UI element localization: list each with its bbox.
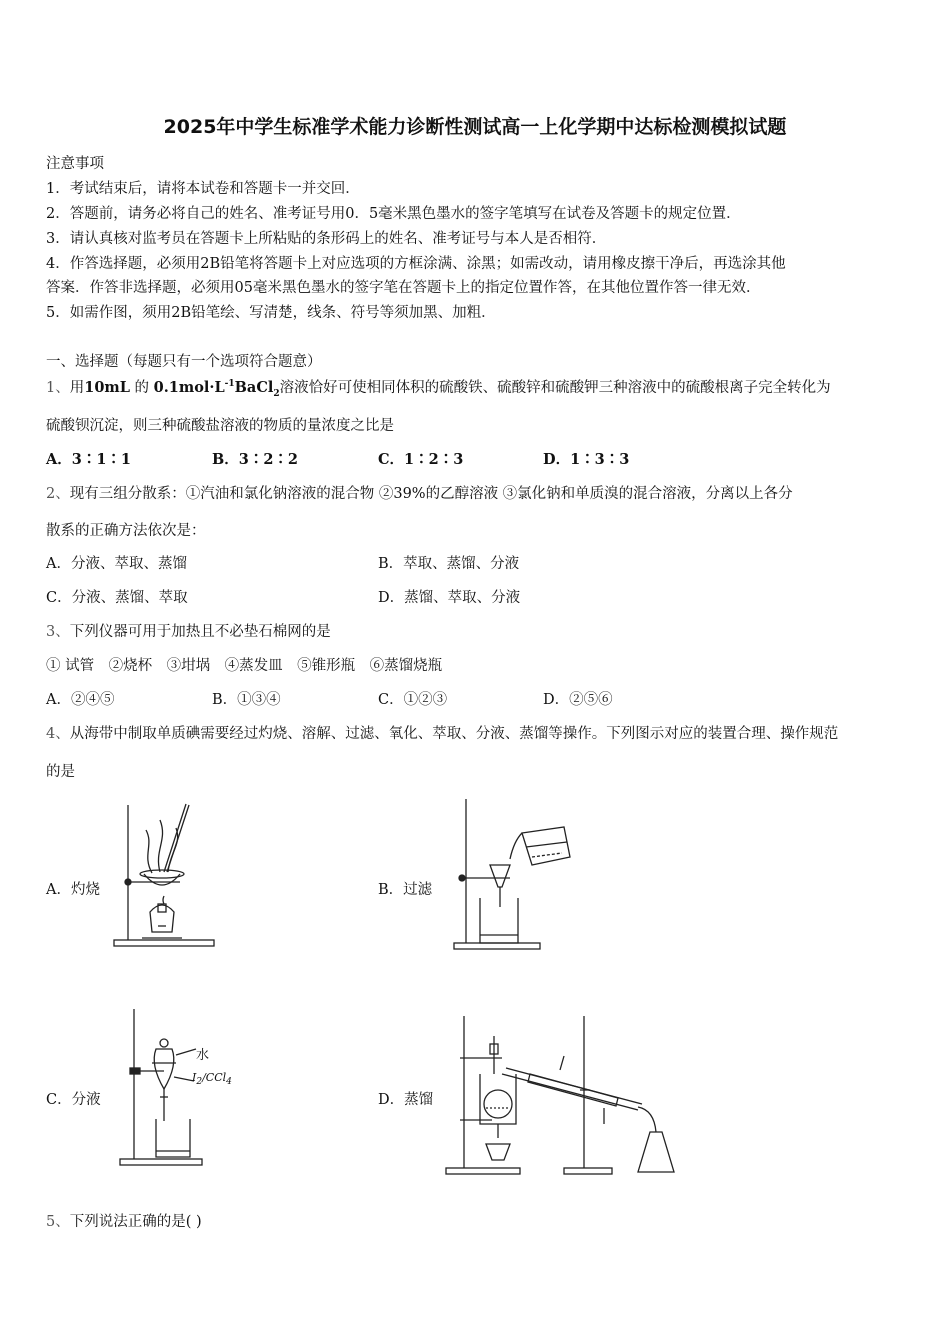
q2-option-b[interactable]: B．萃取、蒸馏、分液 [378,556,520,572]
q2-option-d[interactable]: D．蒸馏、萃取、分液 [378,590,521,606]
q4-text: 从海带中制取单质碘需要经过灼烧、溶解、过滤、氧化、萃取、分液、蒸馏等操作。下列图示对应的装置合理、操作规范 [69,726,839,742]
q1-option-a[interactable]: A．3∶1∶1 [46,451,132,468]
q1-conc-sup: -1 [224,379,235,390]
figure-burning-apparatus [112,800,222,950]
notice-item: 2．答题前，请务必将自己的姓名、准考证号用0．5毫米黑色墨水的签字笔填写在试卷及答题卡的规定位置． [46,206,741,222]
question-number: 1、 [46,380,70,396]
q1-conc-text: 0.1mol·L [153,379,225,396]
question-1-line-1 [46,376,831,399]
section-heading: 一、选择题（每题只有一个选项符合题意） [46,354,322,370]
q4-option-c[interactable]: C．分液 [46,1092,101,1108]
figure-distillation-apparatus [442,1012,682,1177]
q1-concentration [153,379,280,399]
q1-volume: 10mL [84,379,130,396]
question-4-line-1 [46,722,838,743]
question-2-line-2: 散系的正确方法依次是： [46,523,206,539]
q1-bacl-sub: 2 [273,388,280,399]
label-i2-ccl4 [192,1071,232,1087]
question-5-line-1 [46,1210,202,1231]
q1-option-d[interactable]: D．1∶3∶3 [543,451,630,468]
q2-option-a[interactable]: A．分液、萃取、蒸馏 [46,556,187,572]
q1-mid: 的 [129,380,154,396]
question-1-line-2: 硫酸钡沉淀，则三种硫酸盐溶液的物质的量浓度之比是 [46,418,394,434]
page-title: 2025年中学生标准学术能力诊断性测试高一上化学期中达标检测模拟试题 [163,116,787,138]
q4-option-a[interactable]: A．灼烧 [46,882,100,898]
question-number: 4、 [46,726,70,742]
q1-option-c[interactable]: C．1∶2∶3 [378,451,464,468]
label-water: 水 [196,1048,210,1063]
notice-item: 4．作答选择题，必须用2B铅笔将答题卡上对应选项的方框涂满、涂黑；如需改动，请用橡皮擦干净后，再选涂其他 [46,256,786,272]
q3-items: ① 试管 ②烧杯 ③坩埚 ④蒸发皿 ⑤锥形瓶 ⑥蒸馏烧瓶 [46,658,443,674]
q1-rest: 溶液恰好可使相同体积的硫酸铁、硫酸锌和硫酸钾三种溶液中的硫酸根离子完全转化为 [279,380,831,396]
label-ccl-text: /CCl [202,1071,227,1084]
notice-item: 答案．作答非选择题，必须用05毫米黑色墨水的签字笔在答题卡上的指定位置作答，在其他位置作答一律无效． [46,280,761,296]
q5-text: 下列说法正确的是( ) [69,1214,202,1230]
q1-pre: 用 [69,380,85,396]
q2-option-c[interactable]: C．分液、蒸馏、萃取 [46,590,188,606]
question-4-line-2: 的是 [46,764,75,780]
question-number: 5、 [46,1214,70,1230]
notice-heading: 注意事项 [46,156,104,172]
q4-option-d[interactable]: D．蒸馏 [378,1092,434,1108]
question-2-line-1 [46,482,793,503]
q4-option-b[interactable]: B．过滤 [378,882,433,898]
notice-item: 5．如需作图，须用2B铅笔绘、写清楚，线条、符号等须加黑、加粗． [46,305,496,321]
q3-option-a[interactable]: A．②④⑤ [46,692,115,708]
label-i2-sub: 2 [196,1077,203,1088]
q3-option-b[interactable]: B．①③④ [212,692,281,708]
label-ccl-sub: 4 [226,1077,232,1088]
notice-item: 3．请认真核对监考员在答题卡上所粘贴的条形码上的姓名、准考证号与本人是否相符． [46,231,607,247]
question-3-line-1 [46,620,331,641]
q3-option-d[interactable]: D．②⑤⑥ [543,692,613,708]
q2-text: 现有三组分散系：①汽油和氯化钠溶液的混合物 ②39%的乙醇溶液 ③氯化钠和单质溴的混合溶液，分离以上各分 [69,486,793,502]
q1-option-b[interactable]: B．3∶2∶2 [212,451,299,468]
question-number: 2、 [46,486,70,502]
notice-item: 1．考试结束后，请将本试卷和答题卡一并交回． [46,181,360,197]
q3-option-c[interactable]: C．①②③ [378,692,448,708]
figure-filtration-apparatus [452,795,582,953]
label-i2-text: I [192,1071,197,1084]
question-number: 3、 [46,624,70,640]
q1-bacl: BaCl [234,379,274,396]
q3-text: 下列仪器可用于加热且不必垫石棉网的是 [69,624,331,640]
